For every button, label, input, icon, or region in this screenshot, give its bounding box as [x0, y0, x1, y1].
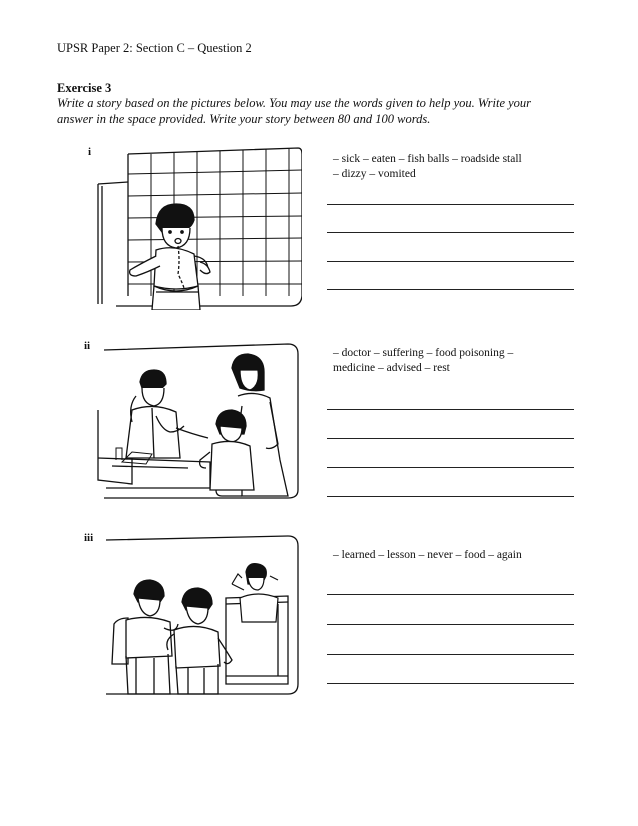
doctor-examining-boy-illustration — [92, 340, 302, 502]
students-talking-at-food-stall-illustration — [92, 534, 302, 696]
instruction-line-2: answer in the space provided. Write your story between 80 and 100 words. — [57, 111, 431, 126]
panel-number-iii: iii — [84, 532, 94, 544]
panel-iii-word-hints — [333, 548, 583, 563]
hint-line: – learned – lesson – never – food – again — [333, 549, 522, 561]
hint-line: medicine – advised – rest — [333, 362, 450, 374]
exercise-instructions — [57, 96, 577, 127]
answer-line[interactable] — [327, 624, 574, 625]
hint-line: – sick – eaten – fish balls – roadside stall — [333, 153, 522, 165]
panel-number-i: i — [88, 146, 92, 158]
answer-line[interactable] — [327, 438, 574, 439]
answer-line[interactable] — [327, 204, 574, 205]
answer-line[interactable] — [327, 261, 574, 262]
hint-line: – doctor – suffering – food poisoning – — [333, 347, 514, 359]
instruction-line-1: Write a story based on the pictures below. You may use the words given to help you. Write your — [57, 96, 532, 110]
panel-i-word-hints — [333, 152, 583, 182]
answer-line[interactable] — [327, 467, 574, 468]
page-header: UPSR Paper 2: Section C – Question 2 — [57, 41, 252, 55]
answer-line[interactable] — [327, 594, 574, 595]
answer-line[interactable] — [327, 683, 574, 684]
answer-line[interactable] — [327, 496, 574, 497]
answer-line[interactable] — [327, 289, 574, 290]
hint-line: – dizzy – vomited — [333, 168, 416, 180]
panel-number-ii: ii — [84, 340, 91, 352]
answer-line[interactable] — [327, 409, 574, 410]
exercise-title: Exercise 3 — [57, 81, 112, 95]
answer-line[interactable] — [327, 654, 574, 655]
answer-line[interactable] — [327, 232, 574, 233]
panel-ii-word-hints — [333, 346, 583, 376]
sick-boy-vomiting-illustration — [96, 146, 302, 310]
